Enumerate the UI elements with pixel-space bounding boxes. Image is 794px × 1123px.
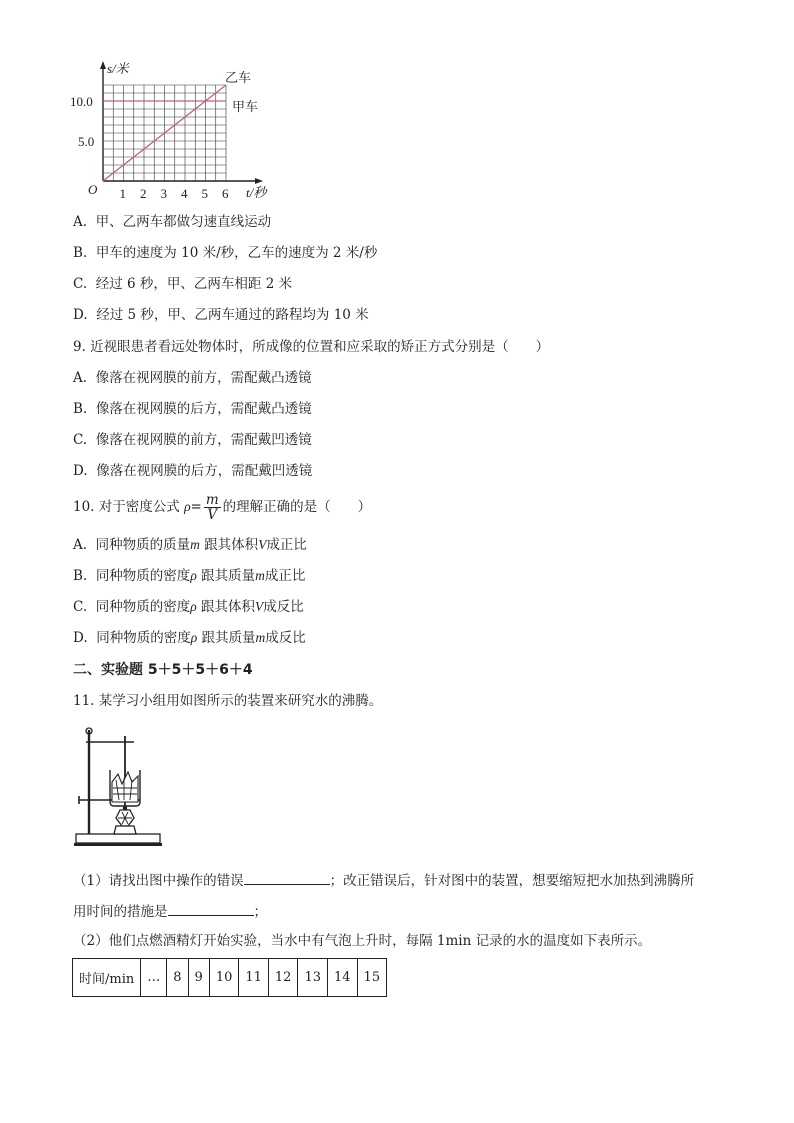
- y-tick-label-10: 10.0: [70, 94, 93, 109]
- q10-option-b: B. 同种物质的密度ρ 跟其质量m成正比: [73, 568, 306, 584]
- series-label-jia: 甲车: [232, 99, 259, 114]
- x-axis-label: t/秒: [246, 185, 267, 200]
- x-tick-label: 5: [201, 186, 208, 201]
- boiling-apparatus-illustration: [72, 722, 172, 854]
- q8-option-c: C. 经过 6 秒，甲、乙两车相距 2 米: [73, 276, 293, 292]
- origin-label: O: [88, 182, 98, 197]
- table-cell: 14: [328, 959, 358, 997]
- q11-part1-line2: 用时间的措施是 ；: [73, 901, 267, 921]
- y-tick-label-5: 5.0: [78, 134, 95, 149]
- table-cell: 9: [188, 959, 209, 997]
- q10-option-a: A. 同种物质的质量m 跟其体积V成正比: [73, 537, 307, 553]
- table-cell: 13: [298, 959, 328, 997]
- temperature-table: [72, 958, 387, 997]
- q9-option-b: B. 像落在视网膜的后方，需配戴凸透镜: [73, 401, 312, 417]
- table-cell: 8: [167, 959, 188, 997]
- density-fraction: $\frac{m}{V}$: [205, 492, 219, 523]
- section-heading: 二、实验题 5＋5＋5＋6＋4: [73, 662, 253, 678]
- answer-blank-error[interactable]: [244, 870, 330, 885]
- q9-option-d: D. 像落在视网膜的后方，需配戴凹透镜: [73, 463, 313, 479]
- x-tick-label: 4: [181, 186, 188, 201]
- graph-labels: [70, 61, 269, 201]
- x-tick-label: 2: [140, 186, 147, 201]
- q10-stem: 10. 对于密度公式 ρ= $\frac{m}{V}$ 的理解正确的是（ ）: [73, 492, 372, 523]
- q8-option-d: D. 经过 5 秒，甲、乙两车通过的路程均为 10 米: [73, 307, 369, 323]
- distance-time-graph: [60, 55, 280, 205]
- series-label-yi: 乙车: [225, 70, 252, 85]
- table-row: [73, 959, 387, 997]
- table-header-cell: 时间/min: [73, 959, 141, 997]
- table-cell: …: [141, 959, 167, 997]
- q8-option-a: A. 甲、乙两车都做匀速直线运动: [73, 214, 272, 230]
- y-axis-label: s/米: [107, 61, 129, 76]
- answer-blank-measure[interactable]: [168, 901, 254, 916]
- table-cell: 15: [357, 959, 387, 997]
- x-tick-label: 1: [119, 186, 126, 201]
- y-axis-arrow: [100, 61, 106, 69]
- table-cell: 11: [239, 959, 269, 997]
- q11-part2: （2）他们点燃酒精灯开始实验，当水中有气泡上升时，每隔 1min 记录的水的温度如下表所示。: [73, 933, 652, 949]
- q10-option-c: C. 同种物质的密度ρ 跟其体积V成反比: [73, 599, 304, 615]
- table-cell: 12: [268, 959, 298, 997]
- q9-option-c: C. 像落在视网膜的前方，需配戴凹透镜: [73, 432, 312, 448]
- x-tick-label: 6: [222, 186, 229, 201]
- q9-stem: 9. 近视眼患者看远处物体时，所成像的位置和应采取的矫正方式分别是（ ）: [73, 339, 550, 355]
- q10-option-d: D. 同种物质的密度ρ 跟其质量m成反比: [73, 630, 306, 646]
- x-axis-arrow: [255, 178, 263, 184]
- q9-option-a: A. 像落在视网膜的前方，需配戴凸透镜: [73, 370, 312, 386]
- x-tick-label: 3: [160, 186, 167, 201]
- table-cell: 10: [209, 959, 239, 997]
- q11-stem: 11. 某学习小组用如图所示的装置来研究水的沸腾。: [73, 693, 383, 709]
- q11-part1-line1: （1）请找出图中操作的错误 ；改正错误后，针对图中的装置，想要缩短把水加热到沸腾所: [73, 870, 694, 890]
- q8-option-b: B. 甲车的速度为 10 米/秒，乙车的速度为 2 米/秒: [73, 245, 378, 261]
